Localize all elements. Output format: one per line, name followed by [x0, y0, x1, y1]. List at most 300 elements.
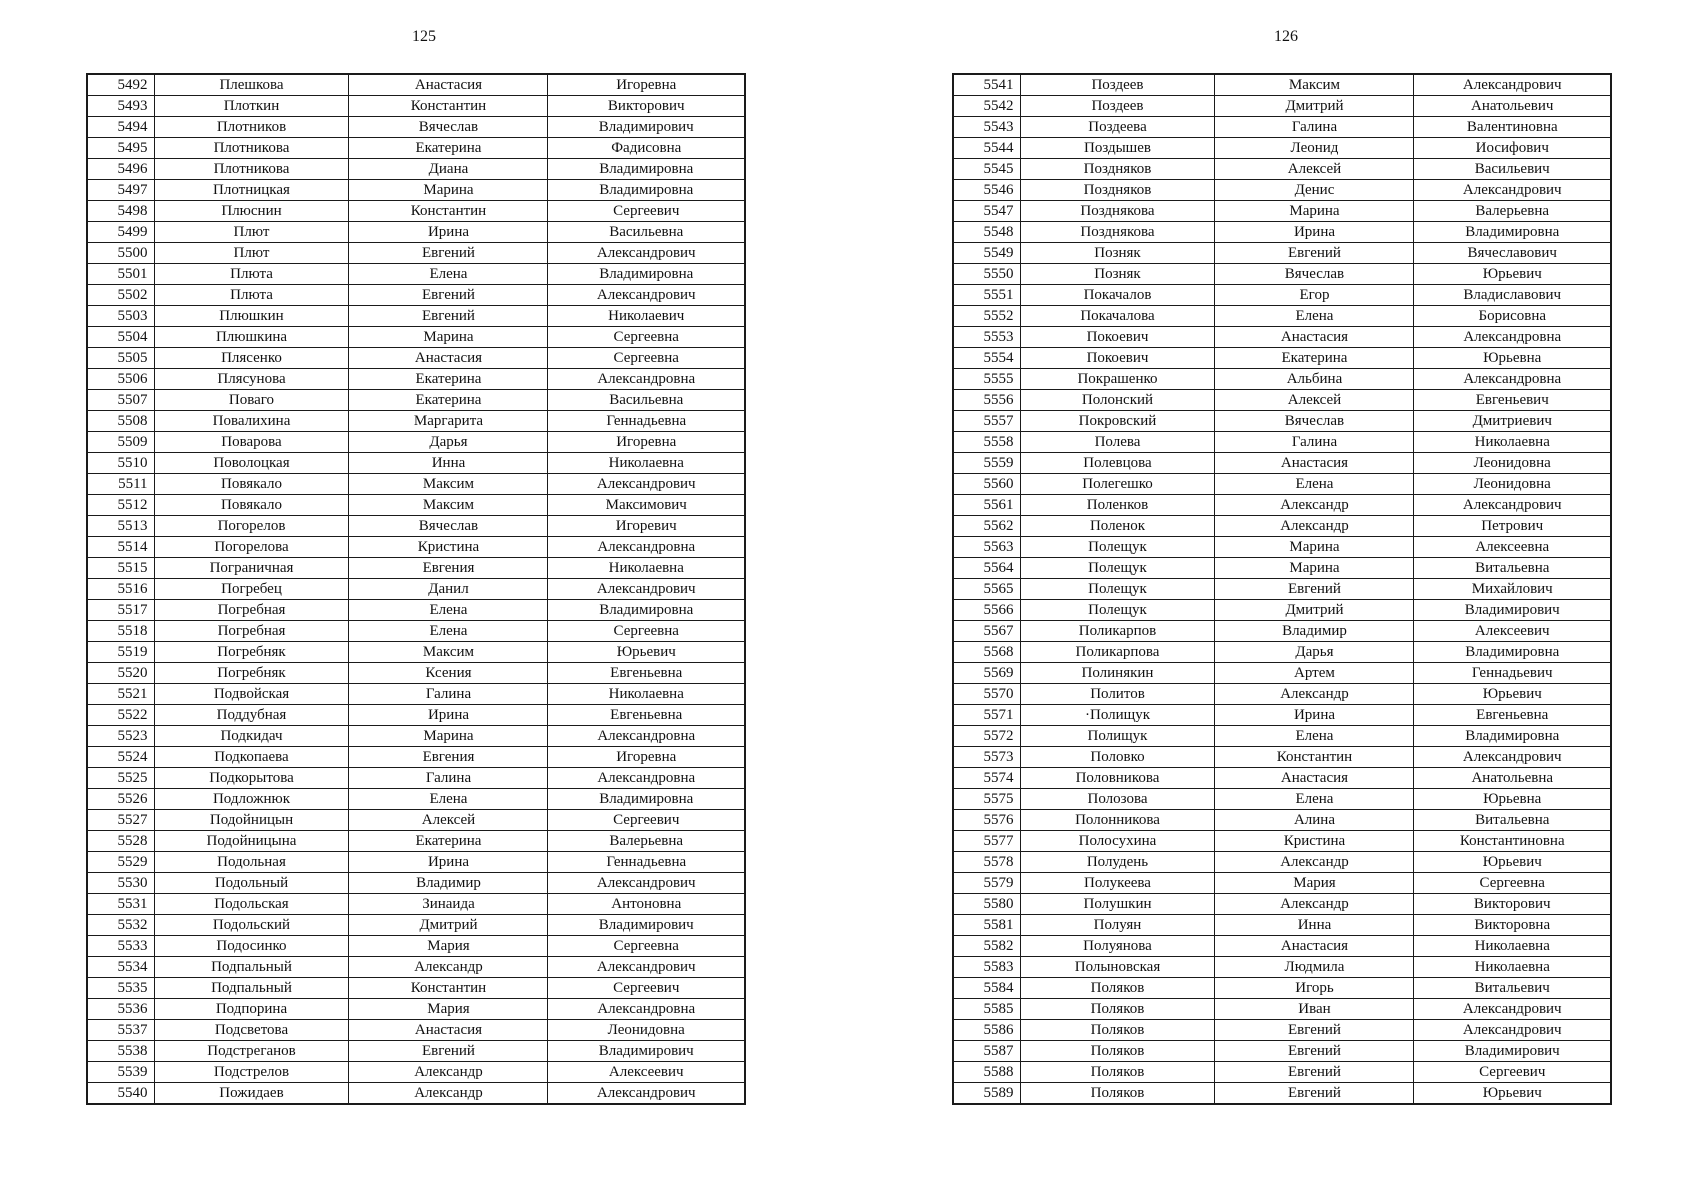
- first-name-cell: Марина: [1215, 537, 1414, 558]
- first-name-cell: Максим: [349, 642, 548, 663]
- surname-cell: Плотницкая: [154, 180, 349, 201]
- table-row: [953, 747, 1611, 768]
- first-name-cell: Инна: [349, 453, 548, 474]
- first-name-cell: Егор: [1215, 285, 1414, 306]
- first-name-cell: Александр: [349, 1062, 548, 1083]
- first-name-cell: Константин: [1215, 747, 1414, 768]
- surname-cell: Поздеева: [1020, 117, 1215, 138]
- patronymic-cell: Александровна: [548, 369, 745, 390]
- table-row: [953, 1062, 1611, 1083]
- table-row: [953, 1041, 1611, 1062]
- record-number-cell: 5508: [87, 411, 154, 432]
- table-row: [953, 726, 1611, 747]
- first-name-cell: Ирина: [349, 852, 548, 873]
- table-row: [953, 453, 1611, 474]
- first-name-cell: Алексей: [349, 810, 548, 831]
- first-name-cell: Дмитрий: [1215, 600, 1414, 621]
- first-name-cell: Ирина: [1215, 222, 1414, 243]
- record-number-cell: 5507: [87, 390, 154, 411]
- first-name-cell: Мария: [349, 936, 548, 957]
- table-row: [953, 117, 1611, 138]
- first-name-cell: Владимир: [349, 873, 548, 894]
- surname-cell: Поляков: [1020, 978, 1215, 999]
- first-name-cell: Александр: [1215, 516, 1414, 537]
- patronymic-cell: Сергеевич: [548, 201, 745, 222]
- first-name-cell: Вячеслав: [349, 516, 548, 537]
- patronymic-cell: Викторовна: [1414, 915, 1611, 936]
- table-row: [87, 348, 745, 369]
- record-number-cell: 5555: [953, 369, 1020, 390]
- patronymic-cell: Викторович: [1414, 894, 1611, 915]
- record-number-cell: 5579: [953, 873, 1020, 894]
- first-name-cell: Елена: [1215, 306, 1414, 327]
- record-number-cell: 5510: [87, 453, 154, 474]
- page-number-right: 126: [1274, 28, 1298, 45]
- surname-cell: Подвойская: [154, 684, 349, 705]
- first-name-cell: Кристина: [1215, 831, 1414, 852]
- patronymic-cell: Александровна: [548, 768, 745, 789]
- patronymic-cell: Владимировна: [548, 789, 745, 810]
- patronymic-cell: Владимирович: [1414, 1041, 1611, 1062]
- table-row: [87, 621, 745, 642]
- record-number-cell: 5556: [953, 390, 1020, 411]
- table-row: [953, 642, 1611, 663]
- record-number-cell: 5557: [953, 411, 1020, 432]
- table-row: [953, 74, 1611, 96]
- first-name-cell: Елена: [1215, 789, 1414, 810]
- record-number-cell: 5545: [953, 159, 1020, 180]
- table-row: [87, 642, 745, 663]
- first-name-cell: Максим: [1215, 74, 1414, 96]
- first-name-cell: Евгений: [349, 1041, 548, 1062]
- table-row: [953, 285, 1611, 306]
- patronymic-cell: Евгеньевна: [1414, 705, 1611, 726]
- record-number-cell: 5498: [87, 201, 154, 222]
- record-number-cell: 5554: [953, 348, 1020, 369]
- table-row: [87, 117, 745, 138]
- surname-cell: Позняк: [1020, 243, 1215, 264]
- table-row: [953, 579, 1611, 600]
- table-row: [87, 369, 745, 390]
- surname-cell: ·Полищук: [1020, 705, 1215, 726]
- record-number-cell: 5547: [953, 201, 1020, 222]
- surname-cell: Половникова: [1020, 768, 1215, 789]
- first-name-cell: Елена: [349, 600, 548, 621]
- surname-cell: Подольский: [154, 915, 349, 936]
- record-number-cell: 5584: [953, 978, 1020, 999]
- record-number-cell: 5587: [953, 1041, 1020, 1062]
- record-number-cell: 5577: [953, 831, 1020, 852]
- table-row: [87, 390, 745, 411]
- record-number-cell: 5500: [87, 243, 154, 264]
- first-name-cell: Елена: [349, 789, 548, 810]
- patronymic-cell: Сергеевна: [548, 327, 745, 348]
- first-name-cell: Анастасия: [1215, 768, 1414, 789]
- record-number-cell: 5527: [87, 810, 154, 831]
- first-name-cell: Артем: [1215, 663, 1414, 684]
- first-name-cell: Евгений: [349, 285, 548, 306]
- table-row: [87, 327, 745, 348]
- patronymic-cell: Юрьевна: [1414, 348, 1611, 369]
- patronymic-cell: Сергеевна: [548, 621, 745, 642]
- first-name-cell: Екатерина: [349, 831, 548, 852]
- record-number-cell: 5568: [953, 642, 1020, 663]
- surname-cell: Полосухина: [1020, 831, 1215, 852]
- table-row: [87, 306, 745, 327]
- surname-cell: Покачалова: [1020, 306, 1215, 327]
- patronymic-cell: Игоревна: [548, 747, 745, 768]
- record-number-cell: 5576: [953, 810, 1020, 831]
- first-name-cell: Владимир: [1215, 621, 1414, 642]
- table-row: [953, 96, 1611, 117]
- record-number-cell: 5534: [87, 957, 154, 978]
- table-row: [87, 873, 745, 894]
- table-row: [87, 915, 745, 936]
- first-name-cell: Галина: [1215, 432, 1414, 453]
- patronymic-cell: Николаевна: [548, 558, 745, 579]
- surname-cell: Поляков: [1020, 1083, 1215, 1105]
- table-row: [953, 411, 1611, 432]
- patronymic-cell: Игоревич: [548, 516, 745, 537]
- surname-cell: Плют: [154, 222, 349, 243]
- surname-cell: Поляков: [1020, 1062, 1215, 1083]
- first-name-cell: Марина: [349, 180, 548, 201]
- surname-cell: Полещук: [1020, 537, 1215, 558]
- name-table-left: [86, 73, 746, 1105]
- first-name-cell: Денис: [1215, 180, 1414, 201]
- record-number-cell: 5532: [87, 915, 154, 936]
- record-number-cell: 5503: [87, 306, 154, 327]
- surname-cell: Плоткин: [154, 96, 349, 117]
- patronymic-cell: Петрович: [1414, 516, 1611, 537]
- record-number-cell: 5512: [87, 495, 154, 516]
- patronymic-cell: Дмитриевич: [1414, 411, 1611, 432]
- table-row: [87, 264, 745, 285]
- patronymic-cell: Константиновна: [1414, 831, 1611, 852]
- surname-cell: Полещук: [1020, 600, 1215, 621]
- patronymic-cell: Юрьевич: [1414, 684, 1611, 705]
- first-name-cell: Елена: [1215, 474, 1414, 495]
- table-row: [87, 747, 745, 768]
- first-name-cell: Александр: [349, 957, 548, 978]
- first-name-cell: Анастасия: [349, 74, 548, 96]
- record-number-cell: 5525: [87, 768, 154, 789]
- record-number-cell: 5580: [953, 894, 1020, 915]
- record-number-cell: 5536: [87, 999, 154, 1020]
- first-name-cell: Евгений: [349, 306, 548, 327]
- patronymic-cell: Сергеевич: [1414, 1062, 1611, 1083]
- surname-cell: Погребняк: [154, 663, 349, 684]
- patronymic-cell: Валерьевна: [1414, 201, 1611, 222]
- record-number-cell: 5578: [953, 852, 1020, 873]
- table-row: [953, 831, 1611, 852]
- patronymic-cell: Владимирович: [548, 915, 745, 936]
- patronymic-cell: Сергеевич: [548, 810, 745, 831]
- record-number-cell: 5523: [87, 726, 154, 747]
- patronymic-cell: Николаевна: [548, 684, 745, 705]
- patronymic-cell: Александрович: [1414, 1020, 1611, 1041]
- surname-cell: Покровский: [1020, 411, 1215, 432]
- record-number-cell: 5543: [953, 117, 1020, 138]
- patronymic-cell: Евгеньевич: [1414, 390, 1611, 411]
- record-number-cell: 5582: [953, 936, 1020, 957]
- record-number-cell: 5540: [87, 1083, 154, 1105]
- table-row: [953, 558, 1611, 579]
- patronymic-cell: Иосифович: [1414, 138, 1611, 159]
- surname-cell: Политов: [1020, 684, 1215, 705]
- surname-cell: Подкорытова: [154, 768, 349, 789]
- first-name-cell: Марина: [349, 327, 548, 348]
- patronymic-cell: Александрович: [1414, 495, 1611, 516]
- record-number-cell: 5518: [87, 621, 154, 642]
- surname-cell: Погребная: [154, 621, 349, 642]
- patronymic-cell: Владимирович: [548, 1041, 745, 1062]
- patronymic-cell: Александрович: [548, 873, 745, 894]
- surname-cell: Плясенко: [154, 348, 349, 369]
- surname-cell: Поварова: [154, 432, 349, 453]
- surname-cell: Полуян: [1020, 915, 1215, 936]
- record-number-cell: 5567: [953, 621, 1020, 642]
- table-row: [953, 432, 1611, 453]
- table-row: [953, 159, 1611, 180]
- table-row: [953, 369, 1611, 390]
- table-row: [87, 516, 745, 537]
- patronymic-cell: Сергеевна: [1414, 873, 1611, 894]
- patronymic-cell: Александрович: [1414, 747, 1611, 768]
- surname-cell: Погребец: [154, 579, 349, 600]
- first-name-cell: Александр: [1215, 894, 1414, 915]
- surname-cell: Полещук: [1020, 579, 1215, 600]
- table-row: [953, 978, 1611, 999]
- surname-cell: Поленок: [1020, 516, 1215, 537]
- surname-cell: Поляков: [1020, 1041, 1215, 1062]
- table-row: [87, 159, 745, 180]
- patronymic-cell: Витальевич: [1414, 978, 1611, 999]
- table-row: [953, 957, 1611, 978]
- record-number-cell: 5560: [953, 474, 1020, 495]
- patronymic-cell: Александрович: [548, 579, 745, 600]
- patronymic-cell: Леонидовна: [548, 1020, 745, 1041]
- record-number-cell: 5552: [953, 306, 1020, 327]
- table-row: [953, 768, 1611, 789]
- first-name-cell: Диана: [349, 159, 548, 180]
- patronymic-cell: Николаевна: [548, 453, 745, 474]
- patronymic-cell: Евгеньевна: [548, 663, 745, 684]
- patronymic-cell: Анатольевич: [1414, 96, 1611, 117]
- first-name-cell: Игорь: [1215, 978, 1414, 999]
- patronymic-cell: Васильевна: [548, 222, 745, 243]
- surname-cell: Подложнюк: [154, 789, 349, 810]
- record-number-cell: 5550: [953, 264, 1020, 285]
- record-number-cell: 5505: [87, 348, 154, 369]
- patronymic-cell: Александрович: [548, 243, 745, 264]
- first-name-cell: Анастасия: [1215, 936, 1414, 957]
- surname-cell: Плюта: [154, 285, 349, 306]
- first-name-cell: Евгений: [349, 243, 548, 264]
- surname-cell: Покрашенко: [1020, 369, 1215, 390]
- table-row: [87, 201, 745, 222]
- record-number-cell: 5572: [953, 726, 1020, 747]
- surname-cell: Подстреганов: [154, 1041, 349, 1062]
- patronymic-cell: Витальевна: [1414, 558, 1611, 579]
- surname-cell: Полушкин: [1020, 894, 1215, 915]
- record-number-cell: 5504: [87, 327, 154, 348]
- table-row: [87, 852, 745, 873]
- table-row: [87, 537, 745, 558]
- record-number-cell: 5526: [87, 789, 154, 810]
- first-name-cell: Максим: [349, 495, 548, 516]
- record-number-cell: 5542: [953, 96, 1020, 117]
- table-row: [87, 831, 745, 852]
- surname-cell: Полонникова: [1020, 810, 1215, 831]
- page-number-left: 125: [412, 28, 436, 45]
- record-number-cell: 5496: [87, 159, 154, 180]
- record-number-cell: 5561: [953, 495, 1020, 516]
- table-row: [87, 705, 745, 726]
- patronymic-cell: Александрович: [548, 957, 745, 978]
- first-name-cell: Дмитрий: [1215, 96, 1414, 117]
- record-number-cell: 5589: [953, 1083, 1020, 1105]
- surname-cell: Покоевич: [1020, 327, 1215, 348]
- table-row: [87, 180, 745, 201]
- first-name-cell: Екатерина: [349, 138, 548, 159]
- surname-cell: Пограничная: [154, 558, 349, 579]
- first-name-cell: Екатерина: [349, 369, 548, 390]
- record-number-cell: 5537: [87, 1020, 154, 1041]
- patronymic-cell: Геннадьевна: [548, 852, 745, 873]
- first-name-cell: Данил: [349, 579, 548, 600]
- patronymic-cell: Максимович: [548, 495, 745, 516]
- surname-cell: Подкопаева: [154, 747, 349, 768]
- surname-cell: Подпорина: [154, 999, 349, 1020]
- table-row: [87, 411, 745, 432]
- record-number-cell: 5575: [953, 789, 1020, 810]
- first-name-cell: Мария: [1215, 873, 1414, 894]
- surname-cell: Подкидач: [154, 726, 349, 747]
- patronymic-cell: Владимирович: [548, 117, 745, 138]
- record-number-cell: 5583: [953, 957, 1020, 978]
- surname-cell: Повякало: [154, 474, 349, 495]
- patronymic-cell: Викторович: [548, 96, 745, 117]
- first-name-cell: Вячеслав: [1215, 411, 1414, 432]
- patronymic-cell: Владимировна: [548, 159, 745, 180]
- surname-cell: Плотникова: [154, 159, 349, 180]
- first-name-cell: Александр: [1215, 852, 1414, 873]
- table-row: [87, 579, 745, 600]
- surname-cell: Плют: [154, 243, 349, 264]
- table-row: [953, 243, 1611, 264]
- first-name-cell: Екатерина: [1215, 348, 1414, 369]
- patronymic-cell: Сергеевна: [548, 348, 745, 369]
- record-number-cell: 5574: [953, 768, 1020, 789]
- surname-cell: Полозова: [1020, 789, 1215, 810]
- surname-cell: Полудень: [1020, 852, 1215, 873]
- table-row: [87, 684, 745, 705]
- table-row: [87, 138, 745, 159]
- surname-cell: Полыновская: [1020, 957, 1215, 978]
- surname-cell: Подсветова: [154, 1020, 349, 1041]
- patronymic-cell: Владимировна: [1414, 726, 1611, 747]
- table-row: [87, 978, 745, 999]
- first-name-cell: Алина: [1215, 810, 1414, 831]
- surname-cell: Повякало: [154, 495, 349, 516]
- first-name-cell: Ирина: [1215, 705, 1414, 726]
- patronymic-cell: Алексеевич: [548, 1062, 745, 1083]
- record-number-cell: 5517: [87, 600, 154, 621]
- record-number-cell: 5553: [953, 327, 1020, 348]
- patronymic-cell: Геннадьевич: [1414, 663, 1611, 684]
- record-number-cell: 5585: [953, 999, 1020, 1020]
- surname-cell: Плюшкина: [154, 327, 349, 348]
- table-row: [953, 873, 1611, 894]
- record-number-cell: 5506: [87, 369, 154, 390]
- surname-cell: Позднякова: [1020, 222, 1215, 243]
- table-row: [87, 894, 745, 915]
- table-row: [87, 768, 745, 789]
- patronymic-cell: Александрович: [1414, 74, 1611, 96]
- patronymic-cell: Николаевна: [1414, 957, 1611, 978]
- record-number-cell: 5494: [87, 117, 154, 138]
- record-number-cell: 5531: [87, 894, 154, 915]
- name-table-right: [952, 73, 1612, 1105]
- surname-cell: Поздеев: [1020, 74, 1215, 96]
- patronymic-cell: Александровна: [548, 537, 745, 558]
- record-number-cell: 5535: [87, 978, 154, 999]
- first-name-cell: Александр: [349, 1083, 548, 1105]
- patronymic-cell: Вячеславович: [1414, 243, 1611, 264]
- surname-cell: Погребная: [154, 600, 349, 621]
- patronymic-cell: Владимировна: [548, 180, 745, 201]
- first-name-cell: Елена: [349, 264, 548, 285]
- record-number-cell: 5573: [953, 747, 1020, 768]
- table-row: [953, 306, 1611, 327]
- record-number-cell: 5562: [953, 516, 1020, 537]
- first-name-cell: Максим: [349, 474, 548, 495]
- surname-cell: Плюта: [154, 264, 349, 285]
- record-number-cell: 5524: [87, 747, 154, 768]
- patronymic-cell: Васильевна: [548, 390, 745, 411]
- surname-cell: Полукеева: [1020, 873, 1215, 894]
- surname-cell: Поликарпов: [1020, 621, 1215, 642]
- table-row: [87, 558, 745, 579]
- patronymic-cell: Игоревна: [548, 74, 745, 96]
- patronymic-cell: Александрович: [548, 285, 745, 306]
- record-number-cell: 5501: [87, 264, 154, 285]
- table-row: [953, 894, 1611, 915]
- surname-cell: Полегешко: [1020, 474, 1215, 495]
- table-row: [87, 495, 745, 516]
- table-row: [953, 390, 1611, 411]
- patronymic-cell: Александрович: [1414, 180, 1611, 201]
- patronymic-cell: Александровна: [1414, 369, 1611, 390]
- record-number-cell: 5551: [953, 285, 1020, 306]
- record-number-cell: 5497: [87, 180, 154, 201]
- table-row: [87, 999, 745, 1020]
- first-name-cell: Анастасия: [1215, 327, 1414, 348]
- first-name-cell: Евгений: [1215, 579, 1414, 600]
- surname-cell: Полещук: [1020, 558, 1215, 579]
- patronymic-cell: Владимировна: [548, 264, 745, 285]
- table-row: [87, 726, 745, 747]
- first-name-cell: Екатерина: [349, 390, 548, 411]
- surname-cell: Поликарпова: [1020, 642, 1215, 663]
- first-name-cell: Ксения: [349, 663, 548, 684]
- record-number-cell: 5492: [87, 74, 154, 96]
- table-row: [953, 180, 1611, 201]
- table-row: [953, 1020, 1611, 1041]
- surname-cell: Поляков: [1020, 999, 1215, 1020]
- patronymic-cell: Евгеньевна: [548, 705, 745, 726]
